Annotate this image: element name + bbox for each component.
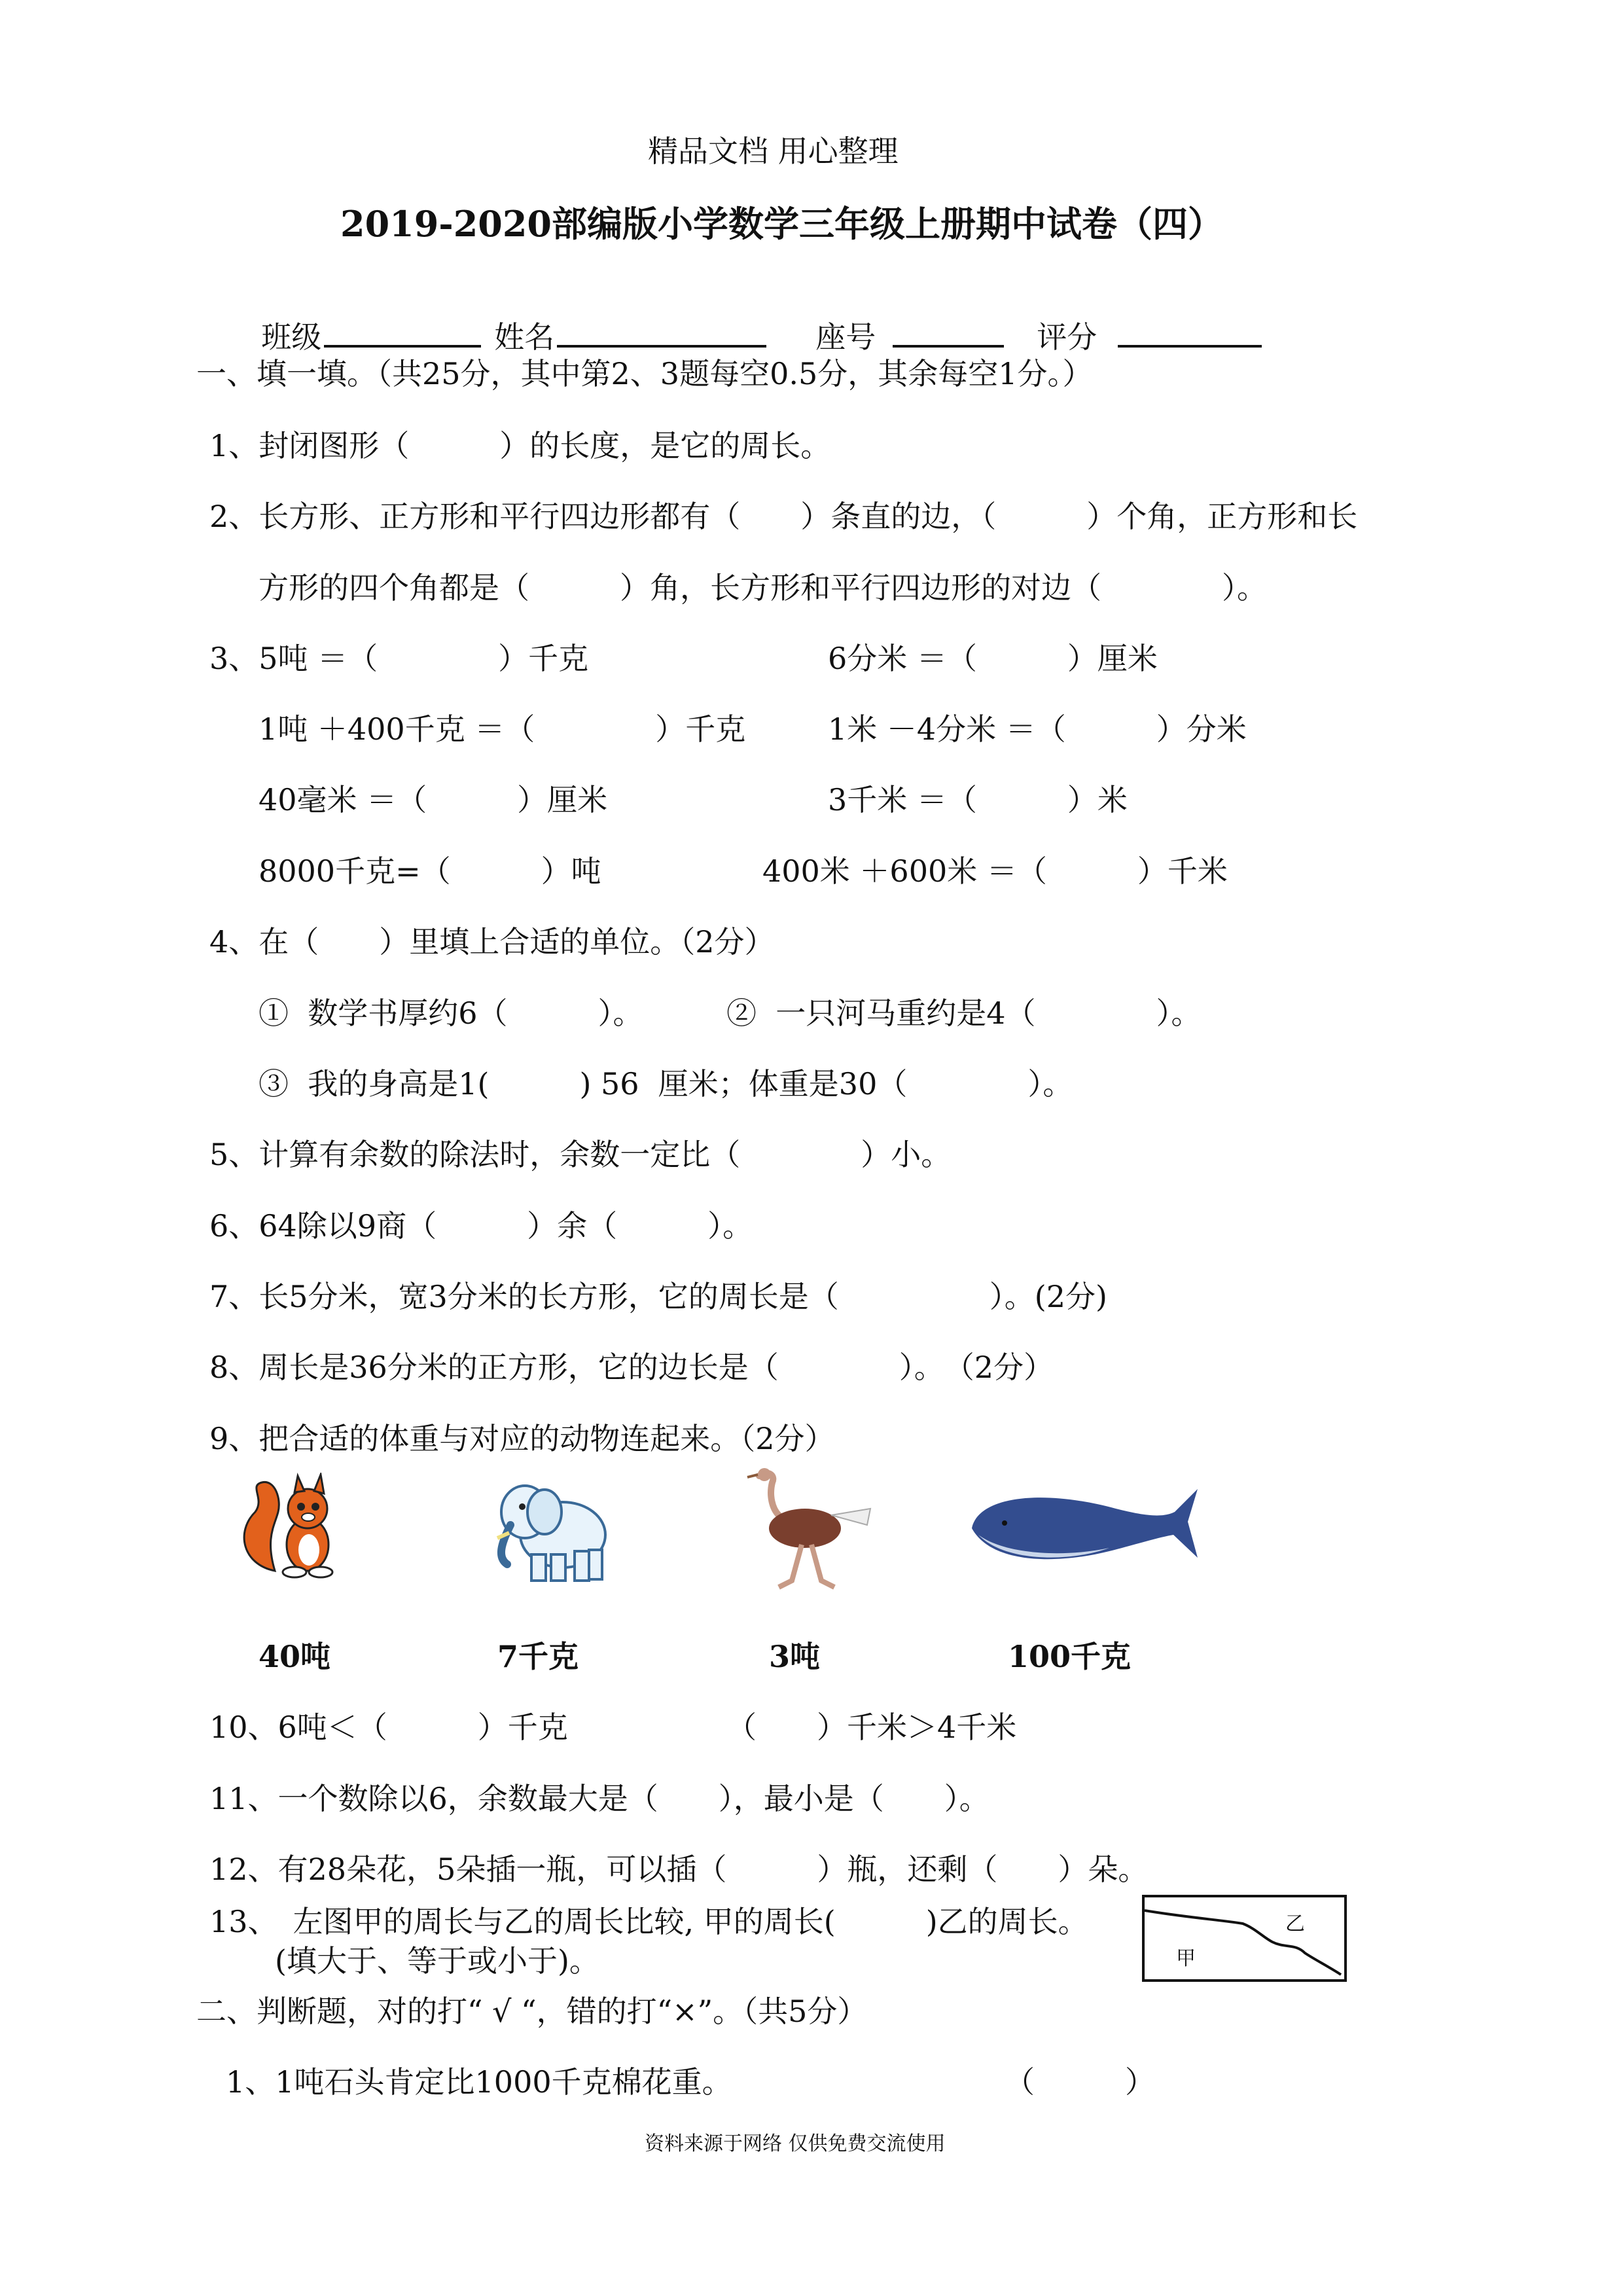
q13-line2: (填大于、等于或小于)。	[275, 1943, 599, 1979]
class-label: 班级	[261, 319, 322, 355]
perimeter-figure	[1142, 1895, 1347, 1982]
weight-label: 100千克	[1008, 1639, 1132, 1674]
section2-heading: 二、判断题，对的打“ √ “，错的打“×”。（共5分）	[196, 1994, 868, 2029]
figure-label-yi: 乙	[1285, 1912, 1305, 1935]
q11: 11、一个数除以6，余数最大是（ ），最小是（ ）。	[209, 1781, 990, 1816]
q10-left: 10、6吨＜（ ）千克	[209, 1710, 568, 1745]
weight-label: 3吨	[769, 1639, 821, 1674]
page-header: 精品文档 用心整理	[648, 134, 899, 169]
q4-item1: ① 数学书厚约6（ ）。	[259, 996, 643, 1031]
score-field[interactable]	[1118, 319, 1262, 348]
q2-line2: 方形的四个角都是（ ）角，长方形和平行四边形的对边（ ）。	[259, 570, 1267, 605]
q3-r2a: 1吨 ＋400千克 ＝（ ）千克	[259, 711, 746, 747]
class-field[interactable]	[324, 319, 481, 348]
section1-heading: 一、填一填。（共25分，其中第2、3题每空0.5分，其余每空1分。）	[196, 356, 1093, 391]
q3-r1a: 3、5吨 ＝（ ）千克	[209, 641, 589, 676]
q3-r3b: 3千米 ＝（ ）米	[828, 782, 1128, 817]
seat-field[interactable]	[893, 319, 1004, 348]
seat-label: 座号	[815, 319, 876, 355]
score-label: 评分	[1037, 319, 1097, 355]
q4-item2: ② 一只河马重约是4（ ）。	[726, 996, 1202, 1031]
figure-label-jia: 甲	[1176, 1947, 1196, 1970]
s2-q1: 1、1吨石头肯定比1000千克棉花重。	[226, 2064, 732, 2100]
q8: 8、周长是36分米的正方形，它的边长是（ ）。 （2分）	[209, 1350, 1054, 1385]
q9: 9、把合适的体重与对应的动物连起来。（2分）	[209, 1421, 835, 1456]
s2-q1-answer[interactable]: （ ）	[1005, 2064, 1155, 2100]
page-footer: 资料来源于网络 仅供免费交流使用	[645, 2132, 946, 2155]
q1: 1、封闭图形（ ）的长度，是它的周长。	[209, 428, 831, 463]
ostrich-icon	[740, 1463, 877, 1594]
weight-label: 40吨	[259, 1639, 331, 1674]
q4-item3: ③ 我的身高是1( ) 56 厘米；体重是30（ ）。	[259, 1066, 1073, 1102]
q3-r3a: 40毫米 ＝（ ）厘米	[259, 782, 608, 817]
q13-line1: 13、 左图甲的周长与乙的周长比较, 甲的周长( )乙的周长。	[209, 1904, 1088, 1939]
info-line	[242, 278, 1262, 357]
q6: 6、64除以9商（ ）余（ ）。	[209, 1208, 753, 1244]
q2-line1: 2、长方形、正方形和平行四边形都有（ ）条直的边，（ ）个角，正方形和长	[209, 499, 1358, 534]
dividing-line	[1145, 1897, 1344, 1979]
page-title: 2019-2020部编版小学数学三年级上册期中试卷（四）	[340, 203, 1223, 245]
elephant-icon	[484, 1473, 615, 1587]
whale-icon	[965, 1482, 1201, 1574]
q5: 5、计算有余数的除法时，余数一定比（ ）小。	[209, 1137, 952, 1172]
q3-r4a: 8000千克=（ ）吨	[259, 853, 601, 889]
q7: 7、长5分米，宽3分米的长方形，它的周长是（ ）。(2分)	[209, 1279, 1107, 1314]
q12: 12、有28朵花，5朵插一瓶，可以插（ ）瓶，还剩（ ）朵。	[209, 1852, 1149, 1887]
q3-r1b: 6分米 ＝（ ）厘米	[828, 641, 1158, 676]
q3-r4b: 400米 ＋600米 ＝（ ）千米	[762, 853, 1228, 889]
q3-r2b: 1米 －4分米 ＝（ ）分米	[828, 711, 1247, 747]
q4: 4、在（ ）里填上合适的单位。（2分）	[209, 924, 775, 960]
q10-right: （ ）千米＞4千米	[726, 1710, 1017, 1745]
weight-label: 7千克	[497, 1639, 579, 1674]
squirrel-icon	[236, 1473, 347, 1584]
name-field[interactable]	[557, 319, 766, 348]
name-label: 姓名	[494, 319, 555, 355]
